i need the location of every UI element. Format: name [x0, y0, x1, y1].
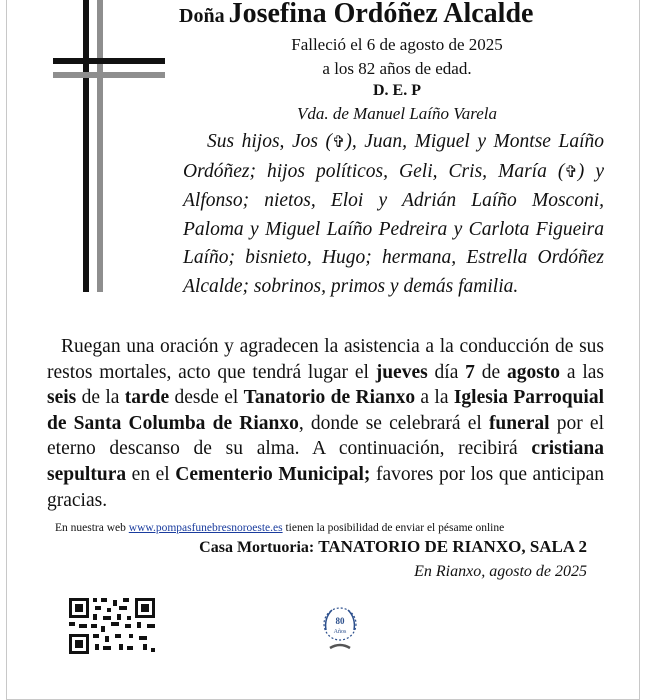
family-text: ) y Alfonso; nietos, Eloi y Adrián Laíño Mosconi, Paloma y Miguel Laíño Pedreira y Carlota Figueira Laíño; bisnieto, Hugo; hermana, Estrella Ordóñez Alcalde; sobrinos, primos y demás familia	[183, 160, 604, 297]
ceremony-text: a las	[560, 361, 605, 383]
widow-line: Vda. de Manuel Laíño Varela	[296, 104, 498, 123]
ceremony-text: por el eterno descanso de su alma. A continuación, recibirá	[47, 412, 604, 460]
deceased-mark-icon: ✞	[331, 134, 346, 151]
ceremony-time-of-day: tarde	[124, 387, 170, 409]
funeral-home-line	[199, 537, 587, 557]
dep-line: D. E. P	[373, 82, 421, 99]
ceremony-origin: Tanatorio de Rianxo	[243, 387, 416, 409]
ceremony-hour: seis	[47, 387, 77, 409]
funeral-home-label: Casa Mortuoria:	[199, 539, 315, 556]
family-text: ), Juan, Miguel y Montse Laíño Ordóñez; hijos políticos, Geli, Cris, María (	[183, 131, 604, 182]
deceased-name-heading	[179, 0, 619, 30]
website-link[interactable]: www.pompasfunebresnoroeste.es	[128, 522, 283, 534]
place-date-line: En Rianxo, agosto de 2025	[414, 563, 587, 580]
cross-icon	[53, 0, 173, 300]
web-suffix: tienen la posibilidad de enviar el pésame online	[282, 522, 505, 534]
ceremony-text: favores por los que anticipan gracias.	[47, 463, 605, 511]
ceremony-cemetery: Cementerio Municipal;	[175, 463, 371, 485]
cross-horizontal-gray	[53, 72, 165, 78]
ceremony-funeral: funeral	[488, 412, 550, 434]
ceremony-text: de	[474, 361, 507, 383]
ceremony-church: Iglesia Parroquial de Santa Columba de Rianxo	[47, 387, 604, 434]
family-text: Sus hijos, Jos (	[207, 131, 332, 152]
ceremony-date-number: 7	[465, 361, 475, 383]
family-text: .	[513, 275, 519, 297]
anniversary-badge-icon	[320, 604, 360, 650]
qr-code-icon[interactable]	[67, 596, 157, 656]
ceremony-day: jueves	[375, 361, 428, 383]
cross-vertical-black	[83, 0, 89, 292]
ceremony-text: , donde se celebrará el	[298, 412, 489, 434]
death-date-line: Falleció el 6 de agosto de 2025	[291, 35, 503, 54]
badge-number: 80	[335, 616, 345, 626]
ceremony-text: Ruegan una oración y agradecen la asistencia a la conducción de sus restos mortales, acto que tendrá lugar el	[47, 336, 604, 383]
ceremony-month: agosto	[506, 361, 561, 383]
ceremony-text: en el	[126, 463, 176, 485]
ceremony-paragraph	[47, 334, 604, 513]
web-prefix: En nuestra web	[55, 522, 129, 534]
ceremony-text: desde el	[169, 387, 244, 409]
badge-word: Años	[333, 629, 347, 635]
family-paragraph	[183, 128, 604, 301]
honorific: Doña	[179, 5, 225, 27]
ceremony-text: a la	[415, 387, 454, 409]
cross-horizontal-black	[53, 58, 165, 64]
ceremony-burial: cristiana sepultura	[47, 438, 604, 485]
deceased-mark-icon: ✞	[564, 163, 578, 181]
ceremony-text: día	[427, 361, 466, 383]
ceremony-text: de la	[76, 387, 125, 409]
funeral-home-value: TANATORIO DE RIANXO, SALA 2	[318, 537, 587, 556]
deceased-name: Josefina Ordóñez Alcalde	[228, 0, 534, 29]
obituary-card	[6, 0, 640, 700]
cross-vertical-gray	[97, 0, 103, 292]
web-condolence-line	[55, 522, 504, 534]
age-line: a los 82 años de edad.	[322, 59, 472, 78]
